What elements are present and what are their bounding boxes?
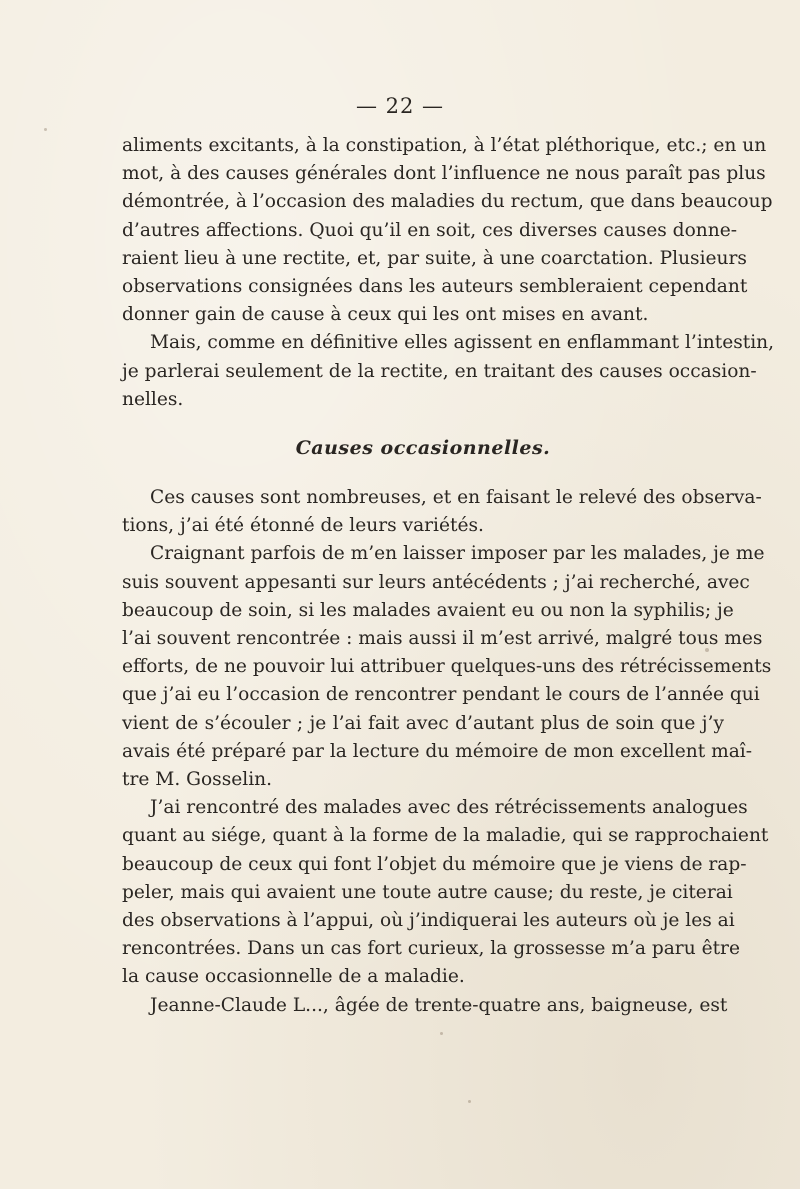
text-line: Craignant parfois de m’en laisser imposer par les malades, je me (150, 543, 765, 565)
text-line: je parlerai seulement de la rectite, en traitant des causes occasion- (122, 360, 757, 382)
text-line: Ces causes sont nombreuses, et en faisant le relevé des observa- (150, 487, 762, 509)
text-line: Mais, comme en définitive elles agissent en enflammant l’intestin, (150, 332, 775, 354)
text-line: J’ai rencontré des malades avec des rétrécissements analogues (150, 797, 748, 819)
text-line: l’ai souvent rencontrée : mais aussi il m’est arrivé, malgré tous mes (122, 628, 763, 650)
text-line: tre M. Gosselin. (122, 769, 273, 791)
page-number: — 22 — (355, 94, 445, 118)
text-line: tions, j’ai été étonné de leurs variétés. (122, 515, 484, 537)
text-line: mot, à des causes générales dont l’influence ne nous paraît pas plus (122, 163, 766, 185)
section-heading: Causes occasionnelles. (295, 437, 551, 460)
text-line: quant au siége, quant à la forme de la maladie, qui se rapprochaient (122, 825, 769, 847)
paragraphs-before (122, 132, 775, 414)
paragraph (122, 484, 762, 540)
paper-speck (440, 1032, 443, 1035)
text-line: beaucoup de ceux qui font l’objet du mémoire que je viens de rap- (122, 853, 747, 875)
paragraph (122, 540, 772, 794)
text-line: efforts, de ne pouvoir lui attribuer quelques-uns des rétrécissements (122, 656, 772, 678)
text-line: la cause occasionnelle de a maladie. (122, 966, 465, 988)
text-line: d’autres affections. Quoi qu’il en soit, ces diverses causes donne- (122, 219, 738, 241)
paper-speck (468, 1100, 471, 1103)
body-text (122, 132, 775, 1020)
text-line: observations consignées dans les auteurs sembleraient cependant (122, 276, 748, 298)
text-line: vient de s’écouler ; je l’ai fait avec d’autant plus de soin que j’y (122, 712, 724, 734)
text-line: rencontrées. Dans un cas fort curieux, la grossesse m’a paru être (122, 938, 740, 960)
text-line: que j’ai eu l’occasion de rencontrer pendant le cours de l’année qui (122, 684, 760, 706)
paragraph (122, 329, 775, 414)
text-line: avais été préparé par la lecture du mémoire de mon excellent maî- (122, 740, 753, 762)
text-line: raient lieu à une rectite, et, par suite, à une coarctation. Plusieurs (122, 247, 747, 269)
paragraph (122, 132, 773, 329)
paragraph (122, 794, 769, 991)
paper-speck (705, 648, 709, 652)
text-line: démontrée, à l’occasion des maladies du rectum, que dans beaucoup (122, 191, 773, 213)
text-line: suis souvent appesanti sur leurs antécédents ; j’ai recherché, avec (122, 571, 750, 593)
text-line: peler, mais qui avaient une toute autre cause; du reste, je citerai (122, 881, 733, 903)
text-line: beaucoup de soin, si les malades avaient eu ou non la syphilis; je (122, 599, 734, 621)
text-line: Jeanne-Claude L..., âgée de trente-quatre ans, baigneuse, est (150, 994, 728, 1016)
text-line: aliments excitants, à la constipation, à l’état pléthorique, etc.; en un (122, 135, 767, 156)
text-line: des observations à l’appui, où j’indiquerai les auteurs où je les ai (122, 910, 735, 932)
paragraphs-after (122, 484, 772, 1020)
text-line: donner gain de cause à ceux qui les ont mises en avant. (122, 304, 649, 326)
paper-speck (44, 128, 47, 131)
text-line: nelles. (122, 388, 184, 410)
paragraph (122, 992, 728, 1020)
